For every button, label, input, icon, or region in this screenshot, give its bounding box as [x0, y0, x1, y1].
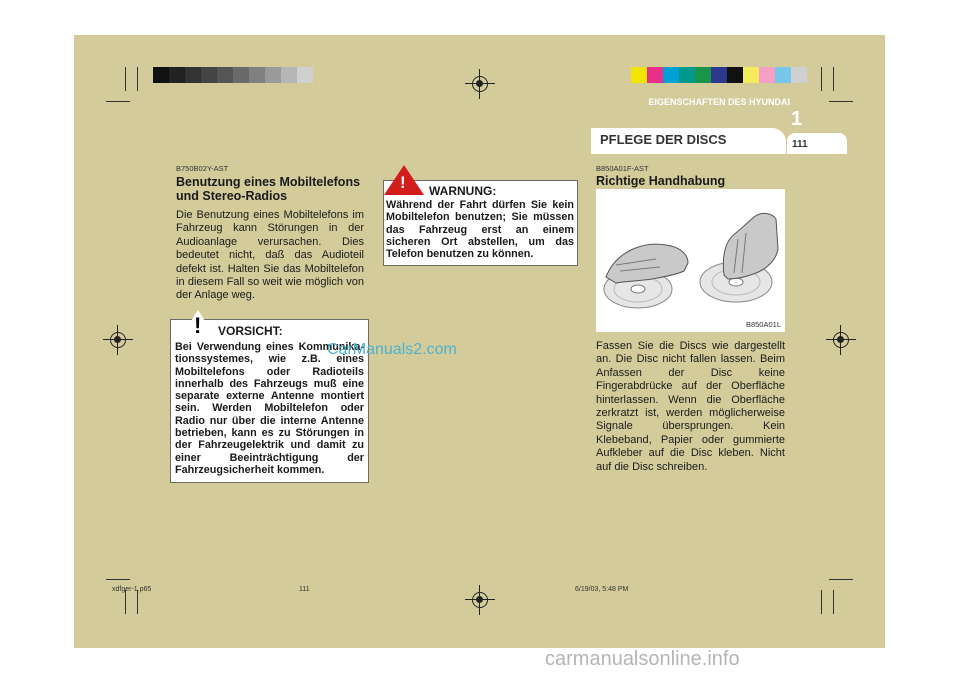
calibration-swatch: [297, 67, 313, 83]
section-code: B850A01F-AST: [596, 164, 649, 173]
exclamation-triangle-icon: !: [178, 309, 218, 341]
section-heading: Richtige Handhabung: [596, 174, 726, 188]
calibration-swatch: [153, 67, 169, 83]
calibration-swatch: [249, 67, 265, 83]
calibration-swatch: [185, 67, 201, 83]
page-number-tab: [787, 133, 847, 154]
calibration-swatch: [265, 67, 281, 83]
calibration-swatch: [217, 67, 233, 83]
warning-text: Während der Fahrt dürfen Sie kein Mobiltelefon benutzen; Sie müssen das Fahrzeug erst an einem sicheren Ort abstellen, um das Telefon benutzen zu können.: [386, 199, 574, 261]
footer-file: xdfger-1.p65: [112, 586, 152, 593]
caution-text: Bei Verwendung eines Kommunika- tionssystemes, wie z.B. eines Mobiltelefons oder Radioteils innerhalb des Fahrzeugs muß eine separate externe Antenne montiert sein. Werden Mobiltelefon oder Radio nur über die interne Antenne betrieben, kann es zu Störungen in der Fahrzeugelektrik und damit zu einer Beeinträchtigung der Fahrzeugsicherheit kommen.: [175, 341, 364, 476]
exclamation-warning-icon: !: [384, 165, 424, 195]
handling-paragraph: Fassen Sie die Discs wie dargestellt an. Die Disc nicht fallen lassen. Beim Anfassen der Disc keine Fingerabdrücke auf der Oberfläche hinterlassen. Wenn die Oberfläche zerkratzt ist, werden möglicherweise Signale übersprungen. Kein Klebeband, Papier oder gummierte Aufkleber auf die Disc kleben. Nicht auf die Disc schreiben.: [596, 340, 785, 473]
caution-title: VORSICHT:: [218, 324, 283, 338]
footer-date: 6/19/03, 5:48 PM: [575, 586, 629, 593]
chapter-tab: [591, 128, 786, 154]
registration-mark-icon: [469, 589, 491, 611]
calibration-swatch: [169, 67, 185, 83]
calibration-swatch: [791, 67, 807, 83]
registration-mark-icon: [830, 329, 852, 351]
image-code: B850A01L: [745, 320, 781, 329]
section-code: B750B02Y-AST: [176, 164, 229, 173]
section-heading: Benutzung eines Mobiltelefons und Stereo-Radios: [176, 175, 361, 203]
calibration-swatch: [201, 67, 217, 83]
warning-title: WARNUNG:: [429, 184, 497, 198]
calibration-swatch: [233, 67, 249, 83]
calibration-swatch: [631, 67, 647, 83]
calibration-swatch: [663, 67, 679, 83]
calibration-swatch: [647, 67, 663, 83]
calibration-swatch: [695, 67, 711, 83]
chapter-tab-label: PFLEGE DER DISCS: [600, 132, 727, 147]
section-title: EIGENSCHAFTEN DES HYUNDAI: [648, 97, 790, 107]
page-number: 111: [792, 139, 808, 150]
bottom-watermark: carmanualsonline.info: [545, 648, 740, 670]
calibration-swatch: [759, 67, 775, 83]
disc-handling-illustration: [596, 189, 785, 332]
registration-mark-icon: [469, 73, 491, 95]
calibration-swatch: [743, 67, 759, 83]
watermark-text: CarManuals2.com: [327, 341, 457, 358]
calibration-swatch: [775, 67, 791, 83]
left-section: [176, 164, 364, 303]
color-calibration-strip: [631, 67, 807, 83]
registration-mark-icon: [107, 329, 129, 351]
section-number: 1: [791, 108, 803, 130]
grayscale-calibration-strip: [153, 67, 313, 83]
section-paragraph: Die Benutzung eines Mobiltelefons im Fahrzeug kann Störungen in der Audioanlage verursachen. Dies bedeutet nicht, daß das Audioteil defekt ist. Halten Sie das Mobiltelefon in diesem Fall so weit wie möglich von der Anlage weg.: [176, 209, 364, 302]
calibration-swatch: [281, 67, 297, 83]
calibration-swatch: [679, 67, 695, 83]
calibration-swatch: [711, 67, 727, 83]
footer-page: 111: [299, 586, 310, 593]
right-section: [596, 164, 785, 188]
calibration-swatch: [727, 67, 743, 83]
